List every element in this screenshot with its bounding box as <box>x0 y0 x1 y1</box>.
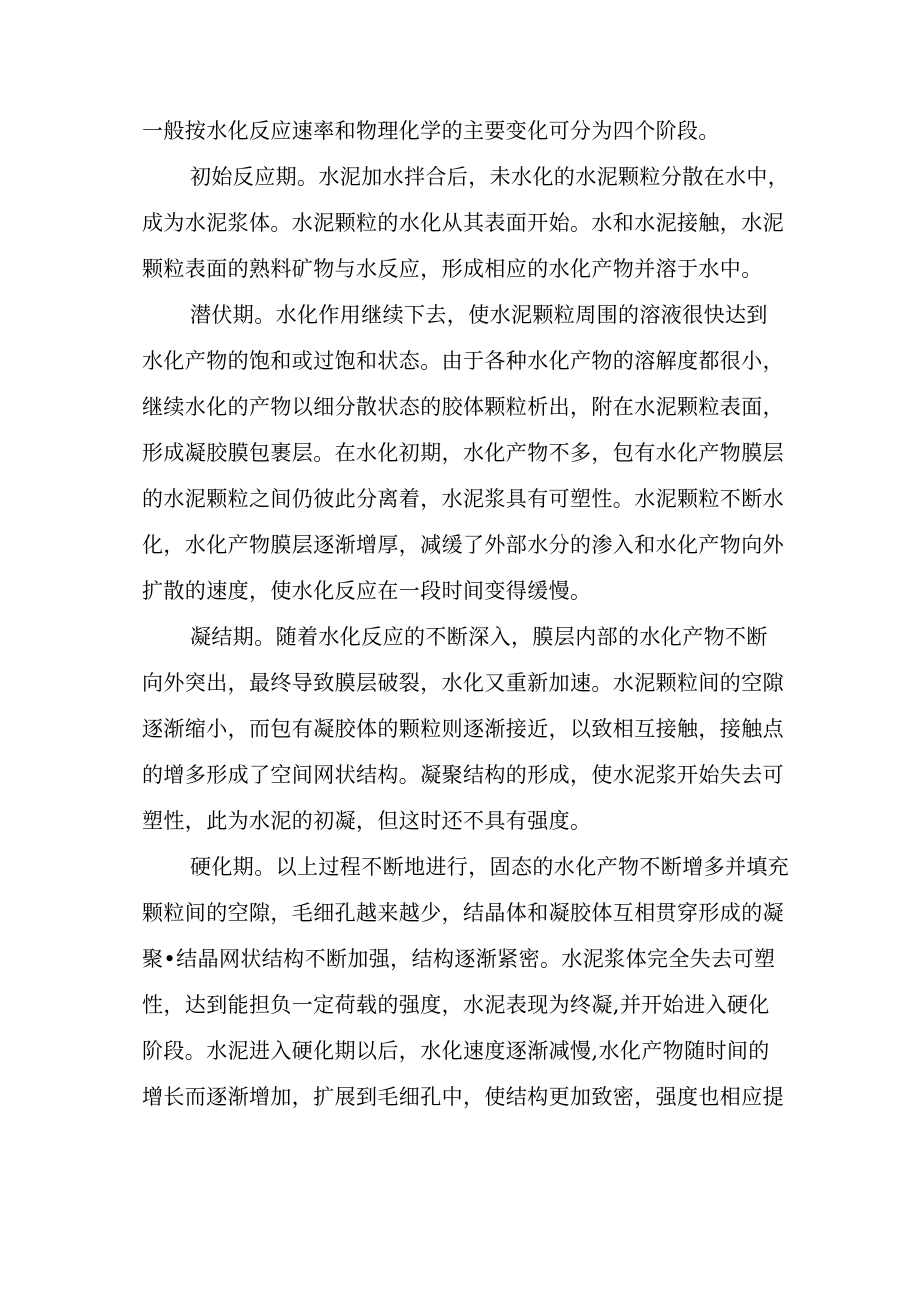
text-line: 化，水化产物膜层逐渐增厚，减缓了外部水分的渗入和水化产物向外 <box>142 533 784 557</box>
text-line: 的增多形成了空间网状结构。凝聚结构的形成，使水泥浆开始失去可 <box>142 763 784 787</box>
text-line: 向外突出，最终导致膜层破裂，水化又重新加速。水泥颗粒间的空隙 <box>142 671 784 695</box>
paragraph-setting-period: 凝结期。随着水化反应的不断深入，膜层内部的水化产物不断 <box>190 625 768 649</box>
text-line: 颗粒间的空隙，毛细孔越来越少，结晶体和凝胶体互相贯穿形成的凝 <box>142 901 784 925</box>
text-line: 继续水化的产物以细分散状态的胶体颗粒析出，附在水泥颗粒表面， <box>142 395 784 419</box>
text-line: 一般按水化反应速率和物理化学的主要变化可分为四个阶段。 <box>142 119 720 143</box>
text-line: 增长而逐渐增加，扩展到毛细孔中，使结构更加致密，强度也相应提 <box>142 1085 784 1109</box>
text-line: 塑性，此为水泥的初凝，但这时还不具有强度。 <box>142 809 592 833</box>
paragraph-hardening-period: 硬化期。以上过程不断地进行，固态的水化产物不断增多并填充 <box>190 855 790 879</box>
paragraph-dormant-period: 潜伏期。水化作用继续下去，使水泥颗粒周围的溶液很快达到 <box>190 303 768 327</box>
text-line: 逐渐缩小，而包有凝胶体的颗粒则逐渐接近，以致相互接触，接触点 <box>142 717 784 741</box>
text-line: 水化产物的饱和或过饱和状态。由于各种水化产物的溶解度都很小， <box>142 349 784 373</box>
document-body <box>142 108 790 1120</box>
text-line: 颗粒表面的熟料矿物与水反应，形成相应的水化产物并溶于水中。 <box>142 257 763 281</box>
text-line: 扩散的速度，使水化反应在一段时间变得缓慢。 <box>142 579 592 603</box>
text-line: 聚•结晶网状结构不断加强，结构逐渐紧密。水泥浆体完全失去可塑 <box>142 947 776 971</box>
text-line: 阶段。水泥进入硬化期以后，水化速度逐渐减慢,水化产物随时间的 <box>142 1039 770 1063</box>
paragraph-initial-reaction: 初始反应期。水泥加水拌合后，未水化的水泥颗粒分散在水中， <box>190 165 790 189</box>
text-line: 成为水泥浆体。水泥颗粒的水化从其表面开始。水和水泥接触，水泥 <box>142 211 784 235</box>
text-line: 性，达到能担负一定荷载的强度，水泥表现为终凝,并开始进入硬化 <box>142 993 770 1017</box>
text-line: 形成凝胶膜包裹层。在水化初期，水化产物不多，包有水化产物膜层 <box>142 441 784 465</box>
text-line: 的水泥颗粒之间仍彼此分离着，水泥浆具有可塑性。水泥颗粒不断水 <box>142 487 784 511</box>
